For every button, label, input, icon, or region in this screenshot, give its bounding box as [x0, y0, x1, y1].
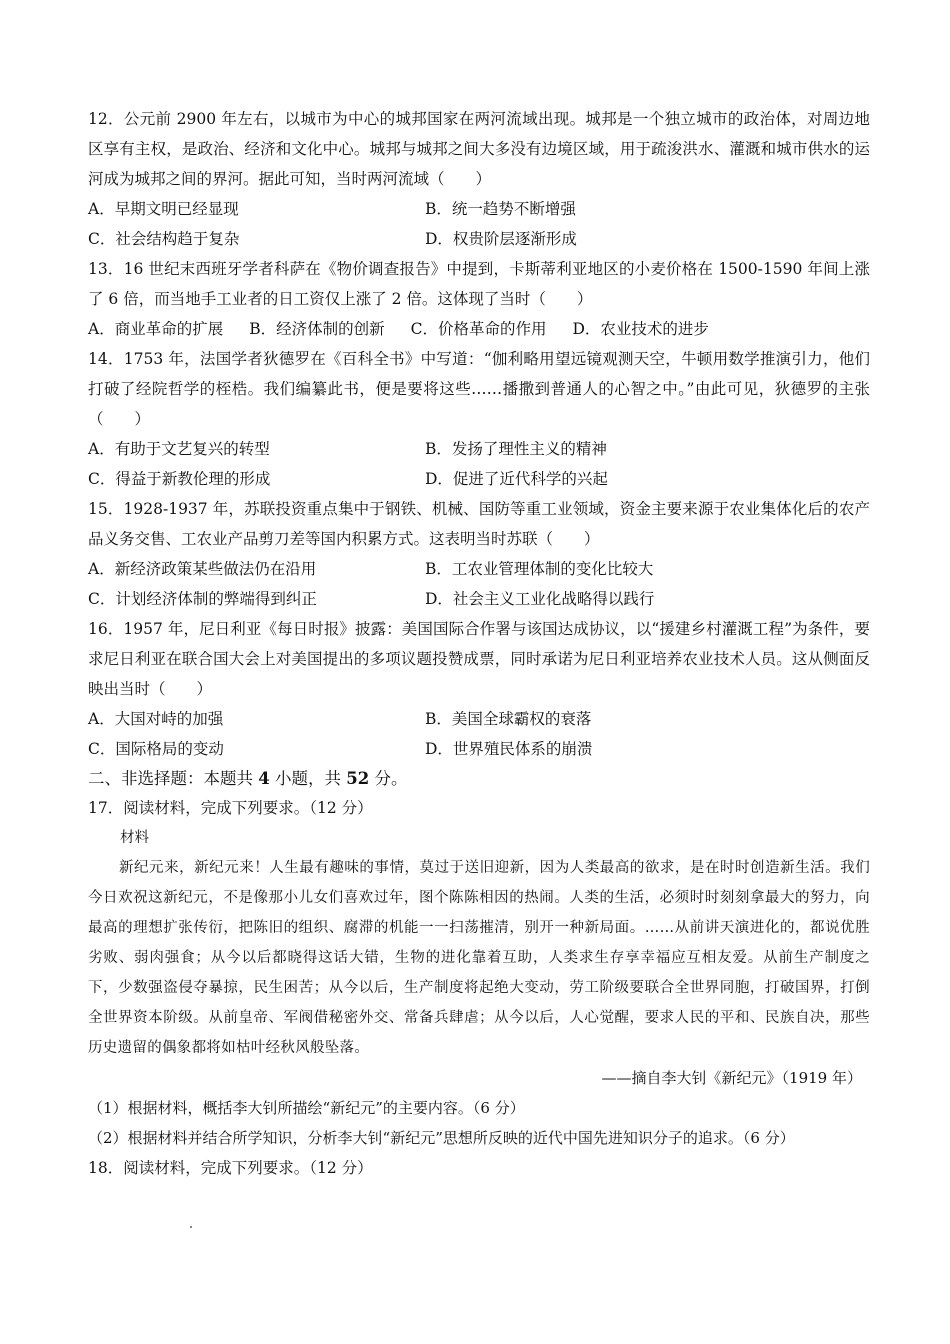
option-a[interactable]: A．新经济政策某些做法仍在沿用 — [88, 560, 317, 578]
question-16 — [88, 614, 870, 764]
question-12-stem: 12．公元前 2900 年左右，以城市为中心的城邦国家在两河流域出现。城邦是一个独立城市的政治体，对周边地区享有主权，是政治、经济和文化中心。城邦与城邦之间大多没有边境区域，用于疏浚洪水、灌溉和城市供水的运河成为城邦之间的界河。据此可知，当时两河流域（ ） — [88, 110, 870, 188]
question-15 — [88, 494, 870, 614]
option-d[interactable]: D．权贵阶层逐渐形成 — [425, 230, 577, 248]
question-13 — [88, 254, 870, 344]
question-18-title: 18．阅读材料，完成下列要求。（12 分） — [88, 1159, 373, 1177]
option-d[interactable]: D．农业技术的进步 — [572, 320, 709, 338]
option-a[interactable]: A．有助于文艺复兴的转型 — [88, 440, 270, 458]
section-suffix: 分。 — [369, 769, 408, 788]
option-a[interactable]: A．商业革命的扩展 — [88, 320, 224, 338]
section-question-count: 4 — [258, 769, 270, 788]
option-b[interactable]: B．经济体制的创新 — [249, 320, 385, 338]
option-d[interactable]: D．社会主义工业化战略得以践行 — [425, 590, 655, 608]
question-15-options — [88, 554, 870, 614]
section-prefix: 二、非选择题：本题共 — [88, 769, 259, 788]
option-b[interactable]: B．统一趋势不断增强 — [425, 200, 576, 218]
question-17 — [88, 793, 870, 1153]
section-heading-non-choice — [88, 764, 870, 793]
option-c[interactable]: C．社会结构趋于复杂 — [88, 230, 240, 248]
section-total-score: 52 — [346, 769, 370, 788]
question-13-stem: 13．16 世纪末西班牙学者科萨在《物价调查报告》中提到，卡斯蒂利亚地区的小麦价格在 1500-1590 年间上涨了 6 倍，而当地手工业者的日工资仅上涨了 2 倍。这体现了当时（ ） — [88, 260, 870, 308]
option-c[interactable]: C．国际格局的变动 — [88, 740, 224, 758]
question-18 — [88, 1153, 870, 1183]
option-b[interactable]: B．工农业管理体制的变化比较大 — [425, 560, 654, 578]
question-16-stem: 16．1957 年，尼日利亚《每日时报》披露：美国国际合作署与该国达成协议，以“援建乡村灌溉工程”为条件，要求尼日利亚在联合国大会上对美国提出的多项议题投赞成票，同时承诺为尼日利亚培养农业技术人员。这从侧面反映出当时（ ） — [88, 620, 870, 698]
question-12 — [88, 104, 870, 254]
page-mark — [190, 1226, 192, 1228]
question-14-options — [88, 434, 870, 494]
question-12-options — [88, 194, 870, 254]
material-label: 材料 — [120, 830, 149, 846]
question-14-stem: 14．1753 年，法国学者狄德罗在《百科全书》中写道：“伽利略用望远镜观测天空，牛顿用数学推演引力，他们打破了经院哲学的桎梏。我们编纂此书，便是要将这些……播撒到普通人的心智之中。”由此可见，狄德罗的主张（ ） — [88, 350, 870, 428]
question-14 — [88, 344, 870, 494]
question-13-options — [88, 314, 870, 344]
material-text: 新纪元来，新纪元来！人生最有趣味的事情，莫过于送旧迎新，因为人类最高的欲求，是在时时创造新生活。我们今日欢祝这新纪元，不是像那小儿女们喜欢过年，图个陈陈相因的热闹。人类的生活，必须时时刻刻拿最大的努力，向最高的理想扩张传衍，把陈旧的组织、腐滞的机能一一扫荡摧清，别开一种新局面。……从前讲天演进化的，都说优胜劣败、弱肉强食；从今以后都晓得这话大错，生物的进化靠着互助，人类求生存享幸福应互相友爱。从前生产制度之下，少数强盗侵夺暴掠，民生困苦；从今以后，生产制度将起绝大变动，劳工阶级要联合全世界同胞，打破国界，打倒全世界资本阶级。从前皇帝、军阀借秘密外交、常备兵肆虐；从今以后，人心觉醒，要求人民的平和、民族自决，那些历史遗留的偶象都将如枯叶经秋风般坠落。 — [88, 860, 870, 1056]
question-15-stem: 15．1928-1937 年，苏联投资重点集中于钢铁、机械、国防等重工业领域，资金主要来源于农业集体化后的农产品义务交售、工农业产品剪刀差等国内积累方式。这表明当时苏联（ ） — [88, 500, 870, 548]
option-b[interactable]: B．发扬了理性主义的精神 — [425, 440, 607, 458]
option-c[interactable]: C．得益于新教伦理的形成 — [88, 470, 271, 488]
section-middle: 小题，共 — [269, 769, 347, 788]
option-d[interactable]: D．世界殖民体系的崩溃 — [425, 740, 593, 758]
sub-question-2: （2）根据材料并结合所学知识，分析李大钊“新纪元”思想所反映的近代中国先进知识分子的追求。（6 分） — [88, 1129, 795, 1147]
option-a[interactable]: A．早期文明已经显现 — [88, 200, 239, 218]
option-a[interactable]: A．大国对峙的加强 — [88, 710, 224, 728]
option-b[interactable]: B．美国全球霸权的衰落 — [425, 710, 592, 728]
option-d[interactable]: D．促进了近代科学的兴起 — [425, 470, 608, 488]
option-c[interactable]: C．价格革命的作用 — [410, 320, 547, 338]
option-c[interactable]: C．计划经济体制的弊端得到纠正 — [88, 590, 317, 608]
sub-question-1: （1）根据材料，概括李大钊所描绘“新纪元”的主要内容。（6 分） — [88, 1099, 525, 1117]
material-source: ——摘自李大钊《新纪元》（1919 年） — [601, 1069, 862, 1087]
question-17-title: 17．阅读材料，完成下列要求。（12 分） — [88, 799, 373, 817]
exam-page — [88, 104, 870, 1183]
question-16-options — [88, 704, 870, 764]
